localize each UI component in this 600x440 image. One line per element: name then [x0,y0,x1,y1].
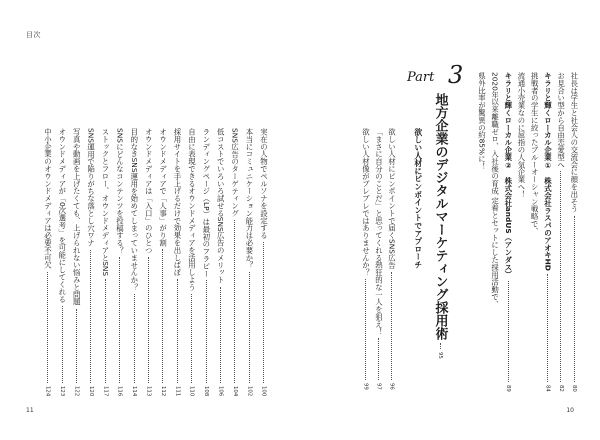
toc-entry [217,128,224,396]
toc-entry [145,128,152,396]
dot-leader [234,220,235,383]
toc-entry [491,72,498,392]
toc-entry-page-number: 117 [102,385,109,396]
dot-leader [47,272,48,383]
toc-entry [544,72,551,392]
dot-leader [162,249,163,382]
dot-leader [148,257,149,383]
toc-entry [188,128,195,396]
toc-entry [174,128,181,396]
toc-entry-page-number: 89 [505,385,512,392]
toc-entry [58,128,65,396]
toc-entry [130,128,137,396]
toc-entry-title: SNSにどんなコンテンツを投稿する？ [115,128,125,254]
toc-entry [246,128,253,396]
toc-entry-page-number: 124 [44,385,51,396]
dot-leader [191,294,192,383]
toc-entry-page-number: 97 [375,383,382,390]
toc-entry [375,128,382,390]
right-page [300,0,600,440]
toc-entry [478,72,485,392]
dot-leader [177,279,178,383]
dot-leader [76,309,77,383]
toc-entry [260,128,267,396]
dot-leader [263,242,264,383]
toc-entry [116,128,123,396]
toc-entry-page-number: 106 [217,385,224,396]
toc-entry-title: 社長は学生と社会人の交流会に顔を出そう [569,72,579,213]
dot-leader [547,274,548,382]
toc-entry [518,72,525,392]
toc-entry [557,72,564,392]
toc-entry-page-number: 114 [131,385,138,396]
toc-entry [202,128,209,396]
toc-entry-title: 目的なきSNS運用を始めてしまっていませんか？ [129,128,139,291]
toc-entry-title: SNS運用で陥りがちな落とし穴ワナ [86,128,96,247]
toc-entry [44,128,51,396]
toc-entry-page-number: 112 [159,385,166,396]
toc-entry-page-number: 82 [557,385,564,392]
toc-entry-page-number: 110 [188,385,195,396]
toc-entry-title: キラリと輝くローカル企業② 株式会社andUS（アンダス） [503,72,513,279]
toc-entry-title: お見合い型から自由恋愛型へ [556,72,566,169]
toc-entry [504,72,511,392]
toc-entry [388,128,395,390]
toc-entry-title: 中小企業のオウンドメディアは必要不可欠 [43,128,53,269]
toc-entry-title: 欲しい人材にピンポイントで届くSNS広告 [387,128,397,269]
toc-entry-title: オウンドメディアは「入口」のひとつ [144,128,154,254]
toc-entry-title: オウンドメディアが「0次選考」を可能にしてくれる [57,128,67,303]
running-head: 目次 [26,31,41,39]
toc-entry-page-number: 120 [87,385,94,396]
toc-entry-title: 実在の人物でペルソナを設定する [259,128,269,239]
toc-entry-page-number: 102 [246,385,253,396]
toc-entry-title: ストックとフロー、オウンドメディアとSNS [101,128,110,277]
dot-leader [206,280,207,383]
toc-entry-page-number: 80 [571,385,578,392]
dot-leader [119,257,120,383]
part-label: Part [407,70,435,85]
toc-entry-title: 挑戦者の学生に絞ったブルーオーシャン戦略で、 [530,72,540,235]
toc-entry-page-number: 111 [174,385,181,396]
toc-entry [231,128,238,396]
dot-leader [105,279,106,383]
toc-entry-page-number: 96 [388,383,395,390]
dot-leader [378,338,379,380]
dot-leader [560,171,561,382]
page-number-left: 11 [26,407,34,414]
part-subtitle: 欲しい人材にピンポイントでアプローチ [413,128,423,269]
toc-entry-page-number: 104 [231,385,238,396]
toc-entry-title: 自由に表現できるオウンドメディアを活用しよう [187,128,197,291]
toc-entry-title: ランディングページ（LP）は最初のフラピー [201,128,211,278]
toc-entry [159,128,166,396]
toc-entry-page-number: 108 [203,385,210,396]
toc-entry-title: SNS広告のターゲティング [230,128,240,217]
toc-entry-title: 「まさに自分のことだ」と思ってくれる熱狂的な一人を狙え！ [374,128,384,336]
toc-entry-title: 写真や動画を上げたくても、上げられない悩みと問題 [72,128,82,306]
toc-entry-page-number: 123 [59,385,66,396]
dot-leader [220,287,221,383]
dot-leader [391,272,392,380]
dot-leader [134,294,135,383]
toc-entry [570,72,577,392]
dot-leader [90,250,91,383]
toc-entry-title: 採用サイトを手上げるだけで効果を出しばぼ [173,128,182,276]
toc-entry-title: 欲しい人材像がブレブレではありませんか？ [361,128,371,276]
toc-entry-page-number: 84 [544,385,551,392]
toc-entry [102,128,109,396]
toc-entry-title: 低コストでいろいろ試せるSNS広告のメリット [216,128,226,284]
dot-leader [508,281,509,382]
part-title: 地方企業のデジタルマーケティング採用術 [432,93,448,340]
dot-leader [365,279,366,380]
page-number-right: 10 [566,407,574,414]
dot-leader [440,343,441,349]
toc-entry-title: 県外比率が驚異の約85%に！ [477,72,487,170]
toc-entry [87,128,94,396]
toc-entry-title: キラリと輝くローカル企業① 株式会社ラスパのアオキHD [543,72,553,271]
toc-entry-page-number: 122 [73,385,80,396]
toc-entry-title: 本当にコミュニケーション能力は必要か？ [245,128,254,269]
toc-entry-page-number: 100 [260,385,267,396]
dot-leader [574,216,575,383]
toc-entry-title: オウンドメディアで「人事」がり割 [158,128,168,247]
toc-entry-title: 2020年以来離職ゼロ、入社後の育成 定着とセットにした採用活動で、 [490,72,500,308]
toc-entry-title: 流通小売業なのに屈指の人気企業へ！ [517,72,526,198]
dot-leader [62,306,63,383]
dot-leader [249,272,250,383]
part-heading [432,93,448,359]
toc-entry [73,128,80,396]
toc-entry [531,72,538,392]
part-page-number: 95 [437,352,443,359]
part-number: 3 [448,61,464,89]
toc-entry-page-number: 113 [145,385,152,396]
toc-entry [362,128,369,390]
toc-entry-page-number: 116 [116,385,123,396]
toc-entry-page-number: 99 [362,383,369,390]
